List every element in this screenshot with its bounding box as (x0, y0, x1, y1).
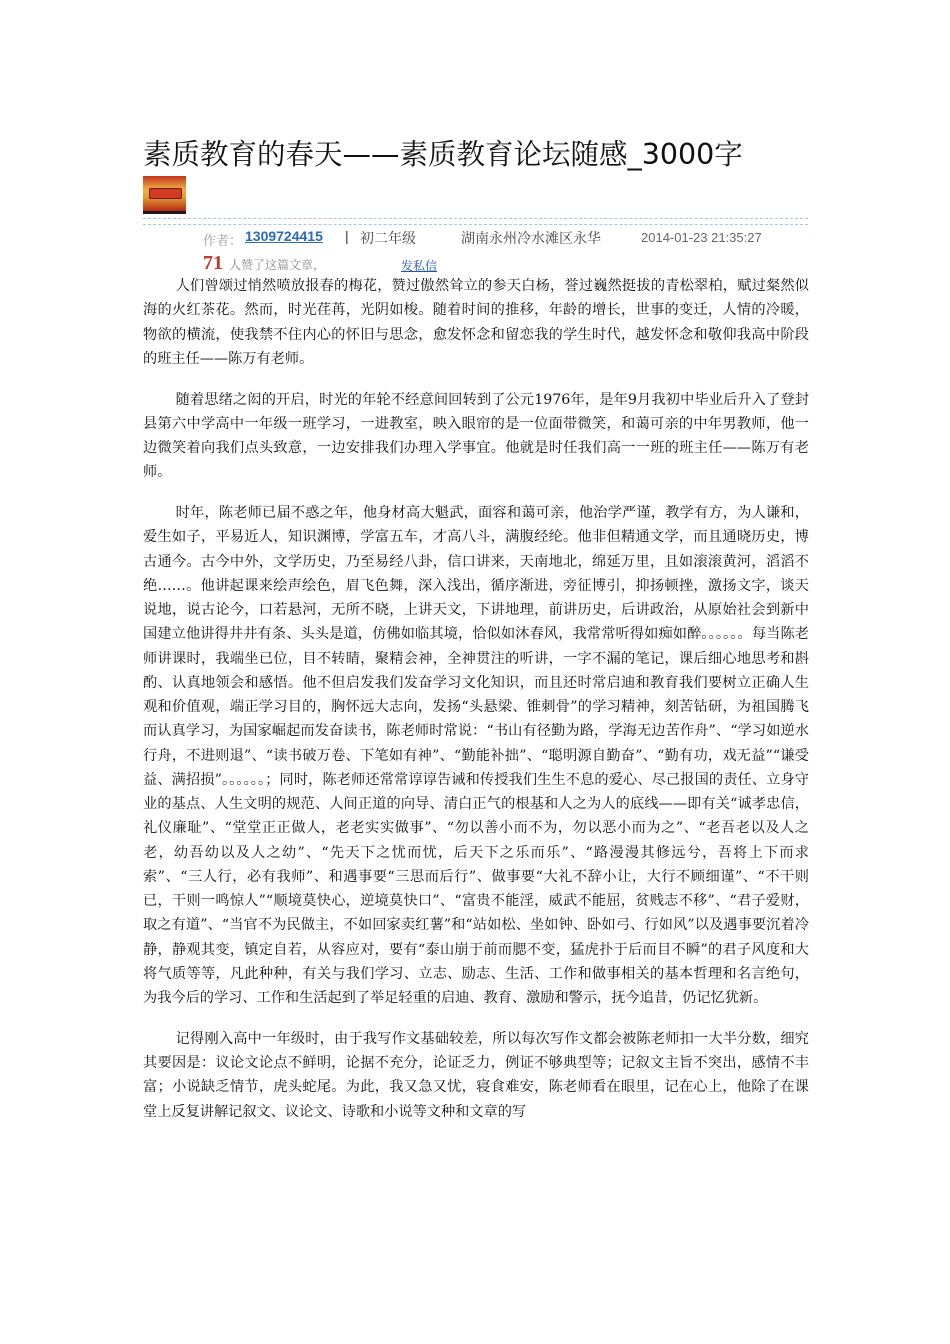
paragraph: 记得刚入高中一年级时，由于我写作文基础较差，所以每次写作文都会被陈老师扣一大半分数，细究其要因是：议论文论点不鲜明，论据不充分，论证乏力，例证不够典型等；记叙文主旨不突出，感情不丰富；小说缺乏情节，虎头蛇尾。为此，我又急又忧，寝食难安，陈老师看在眼里，记在心上，他除了在课堂上反复讲解记叙文、议论文、诗歌和小说等文种和文章的写 (143, 1030, 809, 1120)
avatar-badge-icon (149, 188, 182, 199)
paragraph: 人们曾颂过悄然喷放报春的梅花，赞过傲然耸立的参天白杨，誉过巍然挺拔的青松翠柏，赋过粲然似海的火红茶花。然而，时光荏苒，光阴如梭。随着时间的推移，年龄的增长，世事的变迁，人情的冷暖，物欲的横流，使我禁不住内心的怀旧与思念，愈发怀念和留恋我的学生时代，越发怀念和敬仰我高中阶段的班主任——陈万有老师。 (143, 278, 809, 367)
divider-top (143, 218, 808, 219)
paragraph: 时年，陈老师已届不惑之年，他身材高大魁武，面容和蔼可亲，他治学严谨，教学有方，为人谦和，爱生如子，平易近人，知识渊博，学富五车，才高八斗，满腹经纶。他非但精通文学，而且通晓历史，博古通今。古今中外，文学历史，乃至易经八卦，信口讲来，天南地北，绵延万里，且如滚滚黄河，滔滔不绝……。他讲起课来绘声绘色，眉飞色舞，深入浅出，循序渐进，旁征博引，抑扬顿挫，激扬文字，谈天说地，说古论今，口若悬河，无所不晓，上讲天文，下讲地理，前讲历史，后讲政治，从原始社会到新中国建立他讲得井井有条、头头是道，仿佛如临其境，恰似如沐春风，我常常听得如痴如醉。。。。。。每当陈老师讲课时，我端坐已位，目不转睛，聚精会神，全神贯注的听讲，一字不漏的笔记，课后细心地思考和斟酌、认真地领会和感悟。他不但启发我们发奋学习文化知识，而且还时常启迪和教育我们要树立正确人生观和价值观，端正学习目的，胸怀远大志向，发扬“头悬梁、锥刺骨”的学习精神，刻苦钻研，为祖国腾飞而认真学习，为国家崛起而发奋读书，陈老师时常说：“书山有径勤为路，学海无边苦作舟”、“学习如逆水行舟，不进则退”、“读书破万卷、下笔如有神”、“勤能补拙”、“聪明源自勤奋”、“勤有功，戏无益”“谦受益、满招损”。。。。。。；同时，陈老师还常常谆谆告诫和传授我们生生不息的爱心、尽己报国的责任、立身守业的基点、人生文明的规范、人间正道的向导、清白正气的根基和人之为人的底线——即有关“诚孝忠信，礼仪廉耻”、“堂堂正正做人，老老实实做事”、“勿以善小而不为，勿以恶小而为之”、“老吾老以及人之老，幼吾幼以及人之幼”、“先天下之忧而忧，后天下之乐而乐”、“路漫漫其修远兮，吾将上下而求索”、“三人行，必有我师”、和遇事要“三思而后行”、做事要“大礼不辞小让，大行不顾细谨”、“不干则已，干则一鸣惊人”“顺境莫快心，逆境莫快口”、“富贵不能淫，威武不能屈，贫贱志不移”、“君子爱财，取之有道”、“当官不为民做主，不如回家卖红薯”和“站如松、坐如钟、卧如弓、行如风”以及遇事要沉着冷静，静观其变，镇定自若，从容应对，要有“泰山崩于前而腮不变，猛虎扑于后而目不瞬”的君子风度和大将气质等等，凡此种种，有关与我们学习、立志、励志、生活、工作和做事相关的基本哲理和名言绝句，为我今后的学习、工作和生活起到了举足轻重的启迪、教育、激励和警示，抚今追昔，仍记忆犹新。 (143, 505, 809, 1006)
meta-separator: | (345, 228, 349, 244)
author-label: 作者： (203, 233, 243, 248)
publish-datetime: 2014-01-23 21:35:27 (641, 230, 762, 245)
author-grade: 初二年级 (360, 231, 416, 247)
likes-row (203, 252, 438, 274)
paragraph: 随着思绪之闳的开启，时光的年轮不经意间回转到了公元1976年，是年9月我初中毕业后升入了登封县第六中学高中一年级一班学习，一进教室，映入眼帘的是一位面带微笑，和蔼可亲的中年男教师，他一边微笑着向我们点头致意，一边安排我们办理入学事宜。他就是时任我们高一一班的班主任——陈万有老师。 (143, 391, 809, 481)
likes-count: 71 (203, 252, 223, 274)
article-body (143, 274, 809, 1140)
author-avatar[interactable] (143, 176, 186, 214)
divider-bottom (143, 224, 808, 225)
author-link[interactable]: 1309724415 (245, 228, 323, 244)
likes-text: 人赞了这篇文章， (229, 258, 326, 272)
article-meta (203, 228, 823, 248)
author-location: 湖南永州冷水滩区永华 (461, 231, 601, 247)
send-message-link[interactable]: 发私信 (401, 259, 438, 273)
article-title: 素质教育的春天——素质教育论坛随感_3000字 (143, 138, 743, 171)
